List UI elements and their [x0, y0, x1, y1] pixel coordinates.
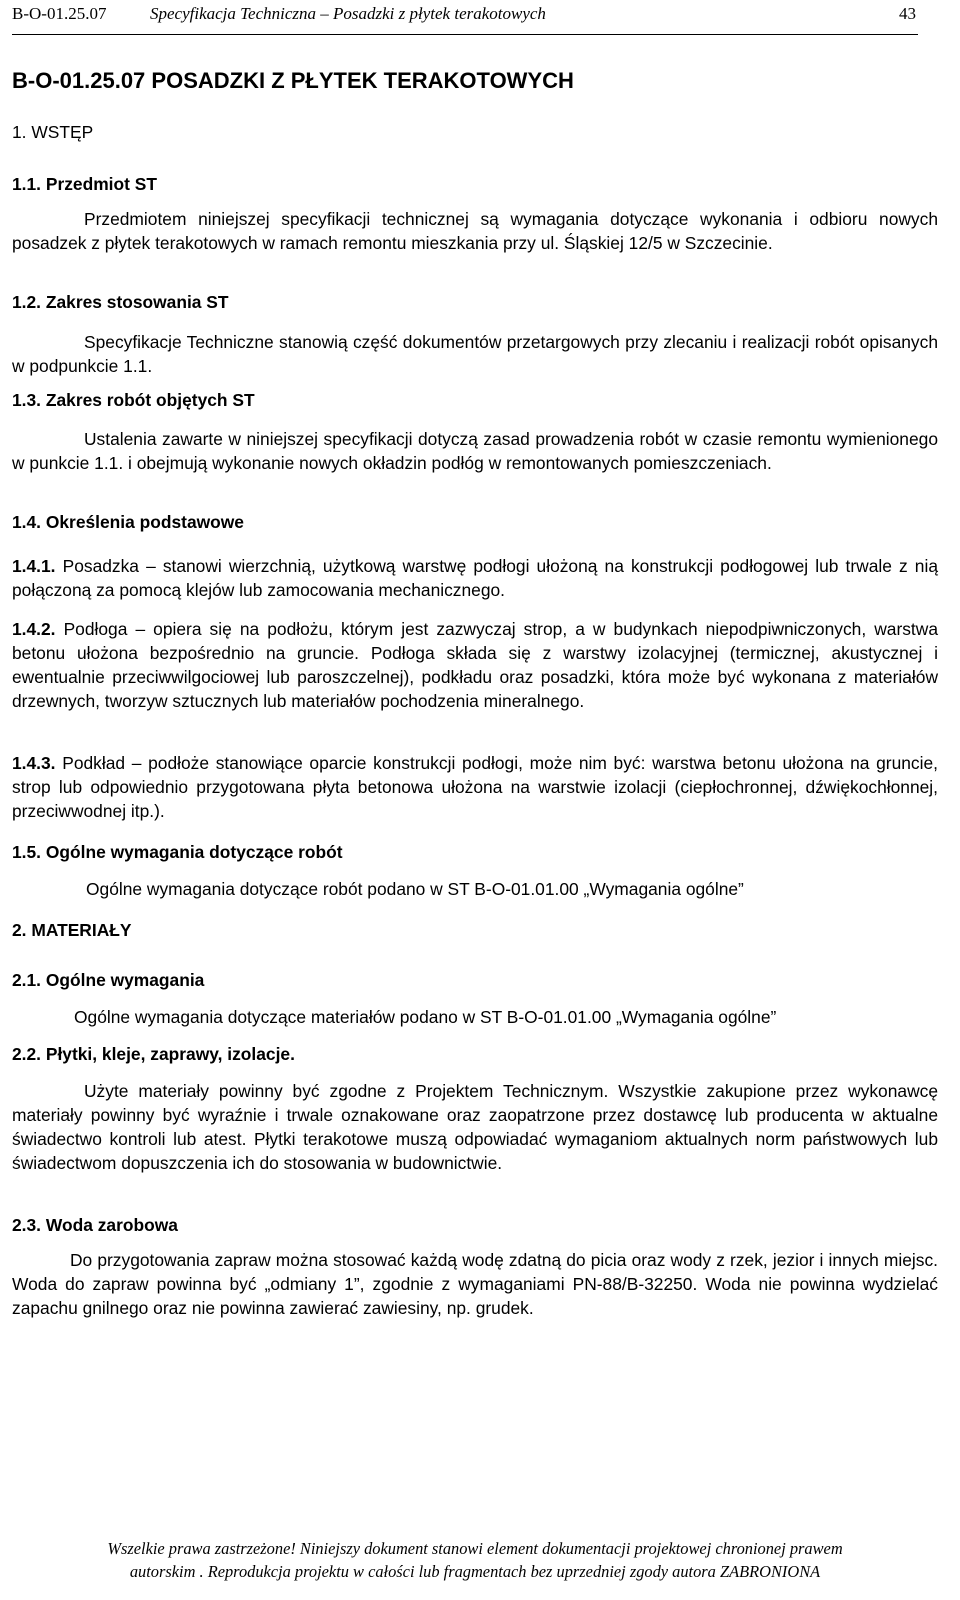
definition-1-4-1: 1.4.1. Posadzka – stanowi wierzchnią, użytkową warstwę podłogi ułożoną na konstrukcji podłogowej lub trwale z nią połączoną za pomocą klejów lub zamocowania mechanicznego.	[12, 556, 938, 600]
definition-1-4-3: 1.4.3. Podkład – podłoże stanowiące oparcie konstrukcji podłogi, może nim być: warstwa betonu ułożona na gruncie, strop lub odpowiednio przygotowana płyta betonowa ułożona na warstwie izolacji (ciepłochronnej, dźwiękochłonnej, przeciwwodnej itp.).	[12, 753, 938, 821]
footer-copyright-line-2: autorskim . Reprodukcja projektu w całości lub fragmentach bez uprzedniej zgody autora ZABRONIONA	[129, 1562, 821, 1581]
section-2-3-paragraph: Do przygotowania zapraw można stosować każdą wodę zdatną do picia oraz wody z rzek, jezior i innych miejsc. Woda do zapraw powinna być „odmiany 1”, zgodnie z wymaganiami PN-88/B-32250. Woda nie powinna wydzielać zapachu gnilnego oraz nie powinna zawierać zawiesiny, np. grudek.	[12, 1250, 938, 1318]
section-1-4-heading: 1.4. Określenia podstawowe	[12, 512, 244, 532]
section-1-heading: 1. WSTĘP	[12, 122, 94, 142]
section-1-5-text: Ogólne wymagania dotyczące robót podano w ST B-O-01.01.00 „Wymagania ogólne”	[86, 879, 744, 899]
section-2-1-heading: 2.1. Ogólne wymagania	[12, 970, 205, 990]
section-1-2-paragraph: Specyfikacje Techniczne stanowią część dokumentów przetargowych przy zlecaniu i realizacji robót opisanych w podpunkcie 1.1.	[12, 332, 938, 376]
section-2-2-paragraph: Użyte materiały powinny być zgodne z Projektem Technicznym. Wszystkie zakupione przez wykonawcę materiały powinny być wyraźnie i trwale oznakowane oraz zaopatrzone przez dostawcę lub producenta w aktualne świadectwo kontroli lub atest. Płytki terakotowe muszą odpowiadać wymaganiom aktualnych norm państwowych lub świadectwom dopuszczenia ich do stosowania w budownictwie.	[12, 1081, 938, 1173]
section-2-1-text: Ogólne wymagania dotyczące materiałów podano w ST B-O-01.01.00 „Wymagania ogólne”	[74, 1007, 777, 1027]
section-1-1-heading: 1.1. Przedmiot ST	[12, 174, 157, 194]
section-1-2-heading: 1.2. Zakres stosowania ST	[12, 292, 229, 312]
section-1-5-heading: 1.5. Ogólne wymagania dotyczące robót	[12, 842, 343, 862]
section-2-2-heading: 2.2. Płytki, kleje, zaprawy, izolacje.	[12, 1044, 295, 1064]
page-header	[12, 2, 918, 35]
footer-copyright-line-1: Wszelkie prawa zastrzeżone! Niniejszy dokument stanowi element dokumentacji projektowej chronionej prawem	[107, 1539, 843, 1558]
section-1-3-paragraph: Ustalenia zawarte w niniejszej specyfikacji dotyczą zasad prowadzenia robót w czasie remontu wymienionego w punkcie 1.1. i obejmują wykonanie nowych okładzin podłóg w remontowanych pomieszczeniach.	[12, 429, 938, 473]
document-title: B-O-01.25.07 POSADZKI Z PŁYTEK TERAKOTOWYCH	[12, 68, 574, 93]
section-2-3-heading: 2.3. Woda zarobowa	[12, 1215, 178, 1235]
header-doc-code: B-O-01.25.07	[12, 4, 107, 23]
page-footer	[12, 1537, 938, 1583]
section-2-heading: 2. MATERIAŁY	[12, 920, 132, 940]
section-1-3-heading: 1.3. Zakres robót objętych ST	[12, 390, 255, 410]
section-1-1-paragraph: Przedmiotem niniejszej specyfikacji technicznej są wymagania dotyczące wykonania i odbioru nowych posadzek z płytek terakotowych w ramach remontu mieszkania przy ul. Śląskiej 12/5 w Szczecinie.	[12, 209, 938, 253]
header-page-number: 43	[899, 4, 916, 23]
definition-1-4-2: 1.4.2. Podłoga – opiera się na podłożu, którym jest zazwyczaj strop, a w budynkach niepodpiwniczonych, warstwa betonu ułożona bezpośrednio na gruncie. Podłoga składa się z warstwy izolacyjnej (termicznej, akustycznej i ewentualnie przeciwwilgociowej lub paroszczelnej), podkładu oraz posadzki, która może być wykonana z materiałów drzewnych, tworzyw sztucznych lub materiałów pochodzenia mineralnego.	[12, 619, 938, 711]
header-title: Specyfikacja Techniczna – Posadzki z płytek terakotowych	[150, 4, 546, 23]
